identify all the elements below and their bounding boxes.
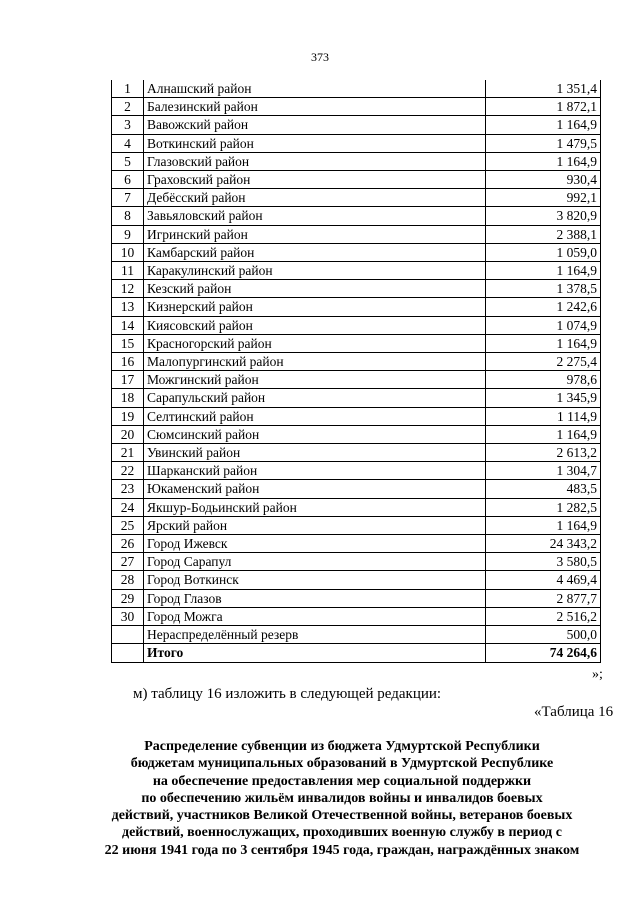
subvention-amount: 1 059,0 xyxy=(486,243,601,261)
table-row xyxy=(112,80,601,98)
municipality-name: Увинский район xyxy=(144,444,486,462)
table-row xyxy=(112,498,601,516)
table-row xyxy=(112,316,601,334)
row-number: 10 xyxy=(112,243,144,261)
subvention-amount: 1 164,9 xyxy=(486,516,601,534)
table-row xyxy=(112,207,601,225)
municipality-name: Кизнерский район xyxy=(144,298,486,316)
subvention-amount: 978,6 xyxy=(486,371,601,389)
row-number: 24 xyxy=(112,498,144,516)
row-number: 7 xyxy=(112,189,144,207)
closing-quote: »; xyxy=(592,667,603,682)
table-row xyxy=(112,134,601,152)
row-number: 13 xyxy=(112,298,144,316)
municipality-name: Красногорский район xyxy=(144,334,486,352)
municipality-name: Кезский район xyxy=(144,280,486,298)
total-row xyxy=(112,644,601,662)
municipality-name: Якшур-Бодьинский район xyxy=(144,498,486,516)
row-number: 23 xyxy=(112,480,144,498)
total-amount: 74 264,6 xyxy=(486,644,601,662)
subvention-amount: 1 378,5 xyxy=(486,280,601,298)
subvention-amount: 1 304,7 xyxy=(486,462,601,480)
row-number: 1 xyxy=(112,80,144,98)
municipality-name: Алнашский район xyxy=(144,80,486,98)
subvention-amount: 1 164,9 xyxy=(486,116,601,134)
subvention-amount: 1 479,5 xyxy=(486,134,601,152)
row-number: 25 xyxy=(112,516,144,534)
heading-line: Распределение субвенции из бюджета Удмуртской Республики xyxy=(144,739,540,754)
municipality-name: Завьяловский район xyxy=(144,207,486,225)
municipality-name: Ярский район xyxy=(144,516,486,534)
row-number: 6 xyxy=(112,171,144,189)
table-row xyxy=(112,371,601,389)
subvention-amount: 1 164,9 xyxy=(486,262,601,280)
row-number: 26 xyxy=(112,535,144,553)
subvention-amount: 1 872,1 xyxy=(486,98,601,116)
municipality-name: Сюмсинский район xyxy=(144,425,486,443)
table-reference: «Таблица 16 xyxy=(534,704,614,720)
municipality-name: Балезинский район xyxy=(144,98,486,116)
municipality-name: Граховский район xyxy=(144,171,486,189)
table-row xyxy=(112,116,601,134)
municipality-name: Шарканский район xyxy=(144,462,486,480)
total-label: Итого xyxy=(144,644,486,662)
subvention-amount: 2 275,4 xyxy=(486,353,601,371)
municipality-name: Киясовский район xyxy=(144,316,486,334)
row-number xyxy=(112,626,144,644)
subvention-amount: 2 388,1 xyxy=(486,225,601,243)
municipality-name: Глазовский район xyxy=(144,152,486,170)
heading-line: по обеспечению жильём инвалидов войны и инвалидов боевых xyxy=(141,790,543,806)
municipality-name: Город Можга xyxy=(144,607,486,625)
table-row xyxy=(112,571,601,589)
subvention-amount: 3 820,9 xyxy=(486,207,601,225)
table-row xyxy=(112,407,601,425)
table-row xyxy=(112,462,601,480)
table-row xyxy=(112,280,601,298)
heading-line: действий, участников Великой Отечественной войны, ветеранов боевых xyxy=(111,808,573,824)
subvention-amount: 24 343,2 xyxy=(486,535,601,553)
table-heading xyxy=(80,738,604,859)
row-number: 19 xyxy=(112,407,144,425)
table-row xyxy=(112,98,601,116)
table-row xyxy=(112,189,601,207)
row-number: 22 xyxy=(112,462,144,480)
heading-line: 22 июня 1941 года по 3 сентября 1945 года, граждан, награждённых знаком xyxy=(104,842,580,858)
municipality-name: Город Глазов xyxy=(144,589,486,607)
heading-line: бюджетам муниципальных образований в Удмуртской Республике xyxy=(130,756,554,772)
municipality-name: Нераспределённый резерв xyxy=(144,626,486,644)
subvention-amount: 930,4 xyxy=(486,171,601,189)
municipality-name: Город Сарапул xyxy=(144,553,486,571)
municipality-name: Город Ижевск xyxy=(144,535,486,553)
page-number: 373 xyxy=(311,50,329,64)
table-row xyxy=(112,553,601,571)
row-number: 11 xyxy=(112,262,144,280)
row-number: 4 xyxy=(112,134,144,152)
row-number xyxy=(112,644,144,662)
table-row xyxy=(112,334,601,352)
municipality-name: Селтинский район xyxy=(144,407,486,425)
subvention-amount: 1 282,5 xyxy=(486,498,601,516)
row-number: 28 xyxy=(112,571,144,589)
subvention-amount: 1 351,4 xyxy=(486,80,601,98)
municipality-name: Город Воткинск xyxy=(144,571,486,589)
subvention-amount: 992,1 xyxy=(486,189,601,207)
table-row xyxy=(112,589,601,607)
row-number: 15 xyxy=(112,334,144,352)
table-row xyxy=(112,262,601,280)
subvention-amount: 483,5 xyxy=(486,480,601,498)
row-number: 8 xyxy=(112,207,144,225)
table-row xyxy=(112,243,601,261)
table-row xyxy=(112,444,601,462)
row-number: 20 xyxy=(112,425,144,443)
table-row xyxy=(112,425,601,443)
table-row xyxy=(112,389,601,407)
table-body xyxy=(112,80,601,662)
subvention-amount: 2 516,2 xyxy=(486,607,601,625)
table-row xyxy=(112,535,601,553)
row-number: 9 xyxy=(112,225,144,243)
subvention-amount: 1 242,6 xyxy=(486,298,601,316)
subvention-amount: 1 164,9 xyxy=(486,152,601,170)
subvention-amount: 4 469,4 xyxy=(486,571,601,589)
subvention-amount: 1 114,9 xyxy=(486,407,601,425)
row-number: 30 xyxy=(112,607,144,625)
municipality-name: Можгинский район xyxy=(144,371,486,389)
row-number: 5 xyxy=(112,152,144,170)
municipality-name: Сарапульский район xyxy=(144,389,486,407)
table-row xyxy=(112,171,601,189)
row-number: 2 xyxy=(112,98,144,116)
row-number: 14 xyxy=(112,316,144,334)
subvention-amount: 1 164,9 xyxy=(486,334,601,352)
row-number: 18 xyxy=(112,389,144,407)
table-row xyxy=(112,480,601,498)
heading-line: действий, военнослужащих, проходивших военную службу в период с xyxy=(122,825,562,841)
subvention-amount: 500,0 xyxy=(486,626,601,644)
row-number: 12 xyxy=(112,280,144,298)
table-row xyxy=(112,607,601,625)
municipality-name: Каракулинский район xyxy=(144,262,486,280)
municipality-name: Воткинский район xyxy=(144,134,486,152)
row-number: 3 xyxy=(112,116,144,134)
row-number: 16 xyxy=(112,353,144,371)
subvention-amount: 2 613,2 xyxy=(486,444,601,462)
municipality-name: Вавожский район xyxy=(144,116,486,134)
subvention-amount: 1 164,9 xyxy=(486,425,601,443)
row-number: 29 xyxy=(112,589,144,607)
row-number: 27 xyxy=(112,553,144,571)
subvention-amount: 1 345,9 xyxy=(486,389,601,407)
table-row xyxy=(112,225,601,243)
municipality-name: Дебёсский район xyxy=(144,189,486,207)
subvention-amount: 2 877,7 xyxy=(486,589,601,607)
table-row xyxy=(112,152,601,170)
table-row xyxy=(112,516,601,534)
municipality-name: Юкаменский район xyxy=(144,480,486,498)
table-row xyxy=(112,298,601,316)
table-row xyxy=(112,353,601,371)
subvention-amount: 1 074,9 xyxy=(486,316,601,334)
municipality-name: Игринский район xyxy=(144,225,486,243)
subvention-table xyxy=(111,80,601,663)
subvention-amount: 3 580,5 xyxy=(486,553,601,571)
table-row xyxy=(112,626,601,644)
row-number: 17 xyxy=(112,371,144,389)
municipality-name: Малопургинский район xyxy=(144,353,486,371)
heading-line: на обеспечение предоставления мер социальной поддержки xyxy=(152,773,532,789)
row-number: 21 xyxy=(112,444,144,462)
amendment-instruction: м) таблицу 16 изложить в следующей редакции: xyxy=(133,686,442,702)
municipality-name: Камбарский район xyxy=(144,243,486,261)
